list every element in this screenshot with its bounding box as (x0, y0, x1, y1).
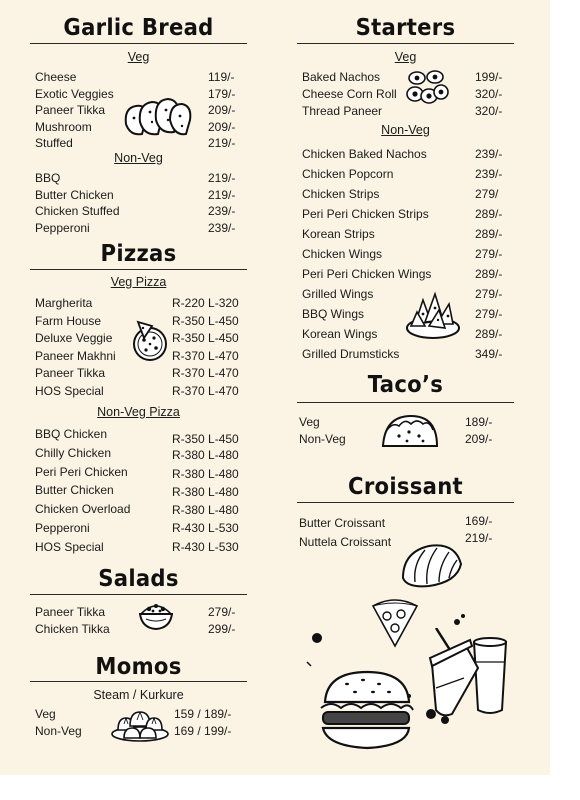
list-item: Farm House R-350 L-450 (35, 313, 239, 328)
list-item: Paneer Tikka 279/- (35, 605, 236, 619)
garlic-bread-icon (122, 94, 194, 140)
croissant-divider (297, 502, 514, 503)
tacos-title: Taco’s (367, 372, 444, 398)
list-item: Cheese 119/- (35, 70, 235, 84)
list-item: Thread Paneer 320/- (302, 104, 503, 118)
starters-nonveg-heading: Non-Veg (381, 123, 430, 137)
list-item: Pepperoni 239/- (35, 220, 236, 235)
list-item: Korean Wings 289/- (302, 327, 503, 341)
garlic-bread-nonveg-list (35, 171, 247, 237)
pizzas-title: Pizzas (100, 241, 177, 267)
salad-bowl-icon (138, 600, 174, 632)
sushi-roll-icon (405, 68, 449, 108)
list-item: Exotic Veggies 179/- (35, 86, 236, 101)
list-item: Butter Chicken 219/- (35, 187, 236, 202)
list-item: Peri Peri Chicken R-380 L-480 (35, 464, 239, 481)
list-item: HOS Special R-430 L-530 (35, 539, 239, 554)
list-item: Korean Strips 289/- (302, 227, 503, 241)
salads-divider (30, 594, 247, 595)
salads-title: Salads (98, 566, 179, 592)
list-item: Deluxe Veggie R-350 L-450 (35, 331, 239, 345)
list-item: Chicken Popcorn 239/- (302, 167, 503, 181)
pizza-icon (130, 318, 170, 362)
list-item: Paneer Makhni R-370 L-470 (35, 348, 239, 363)
taco-icon (379, 410, 441, 452)
list-item: Pepperoni R-430 L-530 (35, 520, 239, 535)
list-item: Stuffed 219/- (35, 136, 236, 150)
list-item: Margherita R-220 L-320 (35, 296, 239, 310)
nachos-plate-icon (405, 290, 461, 340)
starters-title: Starters (355, 15, 456, 41)
garlic-bread-nonveg-heading: Non-Veg (114, 151, 163, 165)
list-item: Butter Chicken R-380 L-480 (35, 483, 239, 500)
list-item: BBQ Chicken R-350 L-450 (35, 427, 239, 446)
starters-veg-heading: Veg (394, 50, 417, 64)
list-item: Grilled Wings 279/- (302, 287, 503, 301)
list-item: Chicken Stuffed 239/- (35, 204, 236, 218)
starters-divider (297, 43, 514, 44)
croissant-icon (399, 538, 465, 590)
list-item: Veg 159 / 189/- (35, 707, 232, 721)
list-item: Chicken Wings 279/- (302, 247, 503, 261)
momos-title: Momos (95, 654, 182, 680)
list-item: Butter Croissant 169/- (299, 514, 493, 530)
list-item: Chicken Tikka 299/- (35, 622, 236, 636)
decorative-dots-icon (297, 610, 514, 730)
pizzas-divider (30, 269, 247, 270)
list-item: Grilled Drumsticks 349/- (302, 347, 503, 361)
list-item: Paneer Tikka 209/- (35, 103, 236, 117)
nonveg-pizza-heading: Non-Veg Pizza (97, 405, 180, 419)
veg-pizza-heading: Veg Pizza (110, 275, 167, 289)
list-item: Non-Veg 169 / 199/- (35, 724, 232, 738)
list-item: Cheese Corn Roll 320/- (302, 87, 503, 101)
tacos-divider (297, 402, 514, 403)
list-item: Veg 189/- (299, 415, 493, 429)
list-item: Peri Peri Chicken Wings 289/- (302, 267, 503, 281)
left-column (30, 0, 247, 775)
momos-icon (110, 700, 170, 742)
list-item: Chilly Chicken R-380 L-480 (35, 445, 239, 462)
list-item: Chicken Overload R-380 L-480 (35, 502, 239, 518)
list-item: Peri Peri Chicken Strips 289/- (302, 207, 503, 221)
list-item: HOS Special R-370 L-470 (35, 383, 239, 398)
garlic-bread-veg-heading: Veg (127, 50, 150, 64)
list-item: Baked Nachos 199/- (302, 70, 503, 84)
right-column (297, 0, 514, 775)
list-item: Chicken Strips 279/ (302, 187, 499, 201)
list-item: Chicken Baked Nachos 239/- (302, 147, 503, 161)
list-item: BBQ Wings 279/- (302, 307, 503, 321)
garlic-bread-title: Garlic Bread (63, 15, 214, 41)
list-item: Paneer Tikka R-370 L-470 (35, 366, 239, 380)
croissant-title: Croissant (348, 474, 463, 500)
momos-divider (30, 681, 247, 682)
list-item: BBQ 219/- (35, 171, 236, 185)
list-item: Mushroom 209/- (35, 119, 236, 134)
nonveg-pizza-list (35, 427, 247, 559)
list-item: Non-Veg 209/- (299, 432, 493, 446)
garlic-bread-divider (30, 43, 247, 44)
momos-subheading: Steam / Kurkure (93, 688, 184, 702)
list-item: Nuttela Croissant 219/- (299, 531, 493, 549)
